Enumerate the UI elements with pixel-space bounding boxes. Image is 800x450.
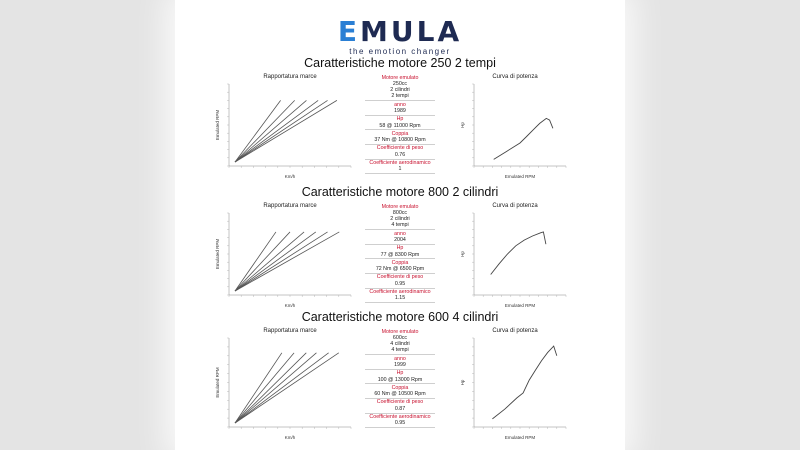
y-axis-label: Hp <box>460 251 465 257</box>
spec-value: 2 cilindri <box>390 216 410 223</box>
section-title: Caratteristiche motore 250 2 tempi <box>304 56 496 70</box>
spec-label: Coefficiente di peso <box>376 399 424 406</box>
spec-value: 60 Nm @ 10500 Rpm <box>374 391 426 398</box>
spec-label: Coefficiente aerodinamico <box>369 160 431 167</box>
spec-row <box>365 245 435 260</box>
spec-value: 4 cilindri <box>390 341 410 348</box>
spec-table <box>365 328 435 428</box>
y-axis-label: Emulated RPM <box>215 367 220 398</box>
spec-value: 1.15 <box>394 295 406 302</box>
left-blur-margin <box>0 0 175 450</box>
gear-line <box>235 353 294 423</box>
spec-row <box>365 74 435 101</box>
spec-value: 72 Nm @ 6500 Rpm <box>375 266 425 273</box>
power-chart <box>460 82 570 180</box>
engine-section <box>175 310 625 440</box>
spec-label: Coppia <box>391 259 409 266</box>
engine-section <box>175 56 625 186</box>
y-axis-label: Emulated RPM <box>215 109 220 141</box>
spec-label: Hp <box>396 245 404 252</box>
spec-label: Motore emulato <box>381 74 419 81</box>
spec-label: Coefficiente aerodinamico <box>369 414 431 421</box>
spec-table <box>365 203 435 303</box>
spec-label: anno <box>394 101 406 108</box>
spec-value: 58 @ 11000 Rpm <box>379 122 421 129</box>
spec-table <box>365 74 435 174</box>
document-page <box>175 0 625 450</box>
spec-row <box>365 101 435 116</box>
x-axis-label: Km/h <box>284 435 296 440</box>
spec-row <box>365 203 435 230</box>
spec-value: 100 @ 13000 Rpm <box>377 376 423 383</box>
x-axis-label: Km/h <box>284 303 296 308</box>
gear-chart-title: Rapportatura marce <box>263 203 317 209</box>
gear-line <box>235 232 339 291</box>
spec-value: 1999 <box>394 361 406 368</box>
spec-row <box>365 328 435 355</box>
y-axis-label: Hp <box>460 122 465 128</box>
right-blur-margin <box>625 0 800 450</box>
gear-chart <box>215 211 355 309</box>
spec-value: 1989 <box>394 107 406 114</box>
brand-name: MULA <box>360 15 463 48</box>
spec-row <box>365 259 435 274</box>
spec-label: Motore emulato <box>381 328 419 335</box>
spec-row <box>365 355 435 370</box>
spec-row <box>365 399 435 414</box>
spec-row <box>365 145 435 160</box>
spec-value: 77 @ 8300 Rpm <box>380 251 420 258</box>
section-title: Caratteristiche motore 600 4 cilindri <box>301 310 499 324</box>
spec-value: 4 tempi <box>391 222 409 229</box>
brand-tagline: the emotion changer <box>349 47 451 56</box>
spec-row <box>365 230 435 245</box>
gear-line <box>235 353 329 423</box>
spec-value: 0.95 <box>394 420 406 427</box>
spec-label: Hp <box>396 116 404 123</box>
spec-row <box>365 130 435 145</box>
gear-line <box>235 353 306 423</box>
spec-label: anno <box>394 230 406 237</box>
spec-row <box>365 370 435 385</box>
spec-label: Coefficiente aerodinamico <box>369 289 431 296</box>
spec-value: 37 Nm @ 10800 Rpm <box>374 137 426 144</box>
x-axis-label: Emulated RPM <box>504 303 536 308</box>
spec-label: Hp <box>396 370 404 377</box>
brand-logo <box>175 15 625 56</box>
gear-line <box>235 100 318 162</box>
spec-label: anno <box>394 355 406 362</box>
gear-line <box>235 100 281 162</box>
spec-row <box>365 160 435 175</box>
spec-value: 2004 <box>394 236 406 243</box>
spec-label: Coppia <box>391 384 409 391</box>
spec-value: 600cc <box>392 334 408 341</box>
power-chart-title: Curva di potenza <box>492 74 538 80</box>
spec-value: 0.87 <box>394 405 406 412</box>
spec-value: 0.76 <box>394 151 406 158</box>
power-curve <box>492 346 556 419</box>
spec-value: 2 tempi <box>391 93 409 100</box>
x-axis-label: Emulated RPM <box>504 174 536 179</box>
power-chart-title: Curva di potenza <box>492 328 538 334</box>
spec-label: Coppia <box>391 130 409 137</box>
spec-value: 800cc <box>392 209 408 216</box>
spec-value: 4 tempi <box>391 347 409 354</box>
gear-line <box>235 100 328 162</box>
x-axis-label: Km/h <box>284 174 296 179</box>
brand-wordmark <box>175 15 625 48</box>
gear-line <box>235 100 306 162</box>
gear-chart <box>215 82 355 180</box>
gear-line <box>235 232 316 291</box>
spec-label: Motore emulato <box>381 203 419 210</box>
engine-section <box>175 185 625 315</box>
spec-value: 250cc <box>392 80 408 87</box>
y-axis-label: Emulated RPM <box>215 238 220 270</box>
power-curve <box>494 118 553 159</box>
spec-label: Coefficiente di peso <box>376 274 424 281</box>
x-axis-label: Emulated RPM <box>504 435 536 440</box>
spec-row <box>365 414 435 429</box>
spec-row <box>365 116 435 131</box>
spec-row <box>365 274 435 289</box>
power-curve <box>491 232 546 275</box>
spec-value: 2 cilindri <box>390 87 410 94</box>
gear-line <box>235 353 339 423</box>
gear-chart-title: Rapportatura marce <box>263 74 317 80</box>
spec-label: Coefficiente di peso <box>376 145 424 152</box>
spec-value: 1 <box>398 166 402 173</box>
power-chart-title: Curva di potenza <box>492 203 538 209</box>
y-axis-label: Hp <box>460 379 465 386</box>
spec-value: 0.95 <box>394 280 406 287</box>
spec-row <box>365 384 435 399</box>
gear-line <box>235 353 316 423</box>
spec-row <box>365 289 435 304</box>
power-chart <box>460 336 570 441</box>
gear-line <box>235 353 282 423</box>
section-title: Caratteristiche motore 800 2 cilindri <box>301 185 499 199</box>
gear-chart-title: Rapportatura marce <box>263 328 317 334</box>
power-chart <box>460 211 570 309</box>
brand-initial: E <box>337 15 360 48</box>
gear-chart <box>215 336 355 441</box>
